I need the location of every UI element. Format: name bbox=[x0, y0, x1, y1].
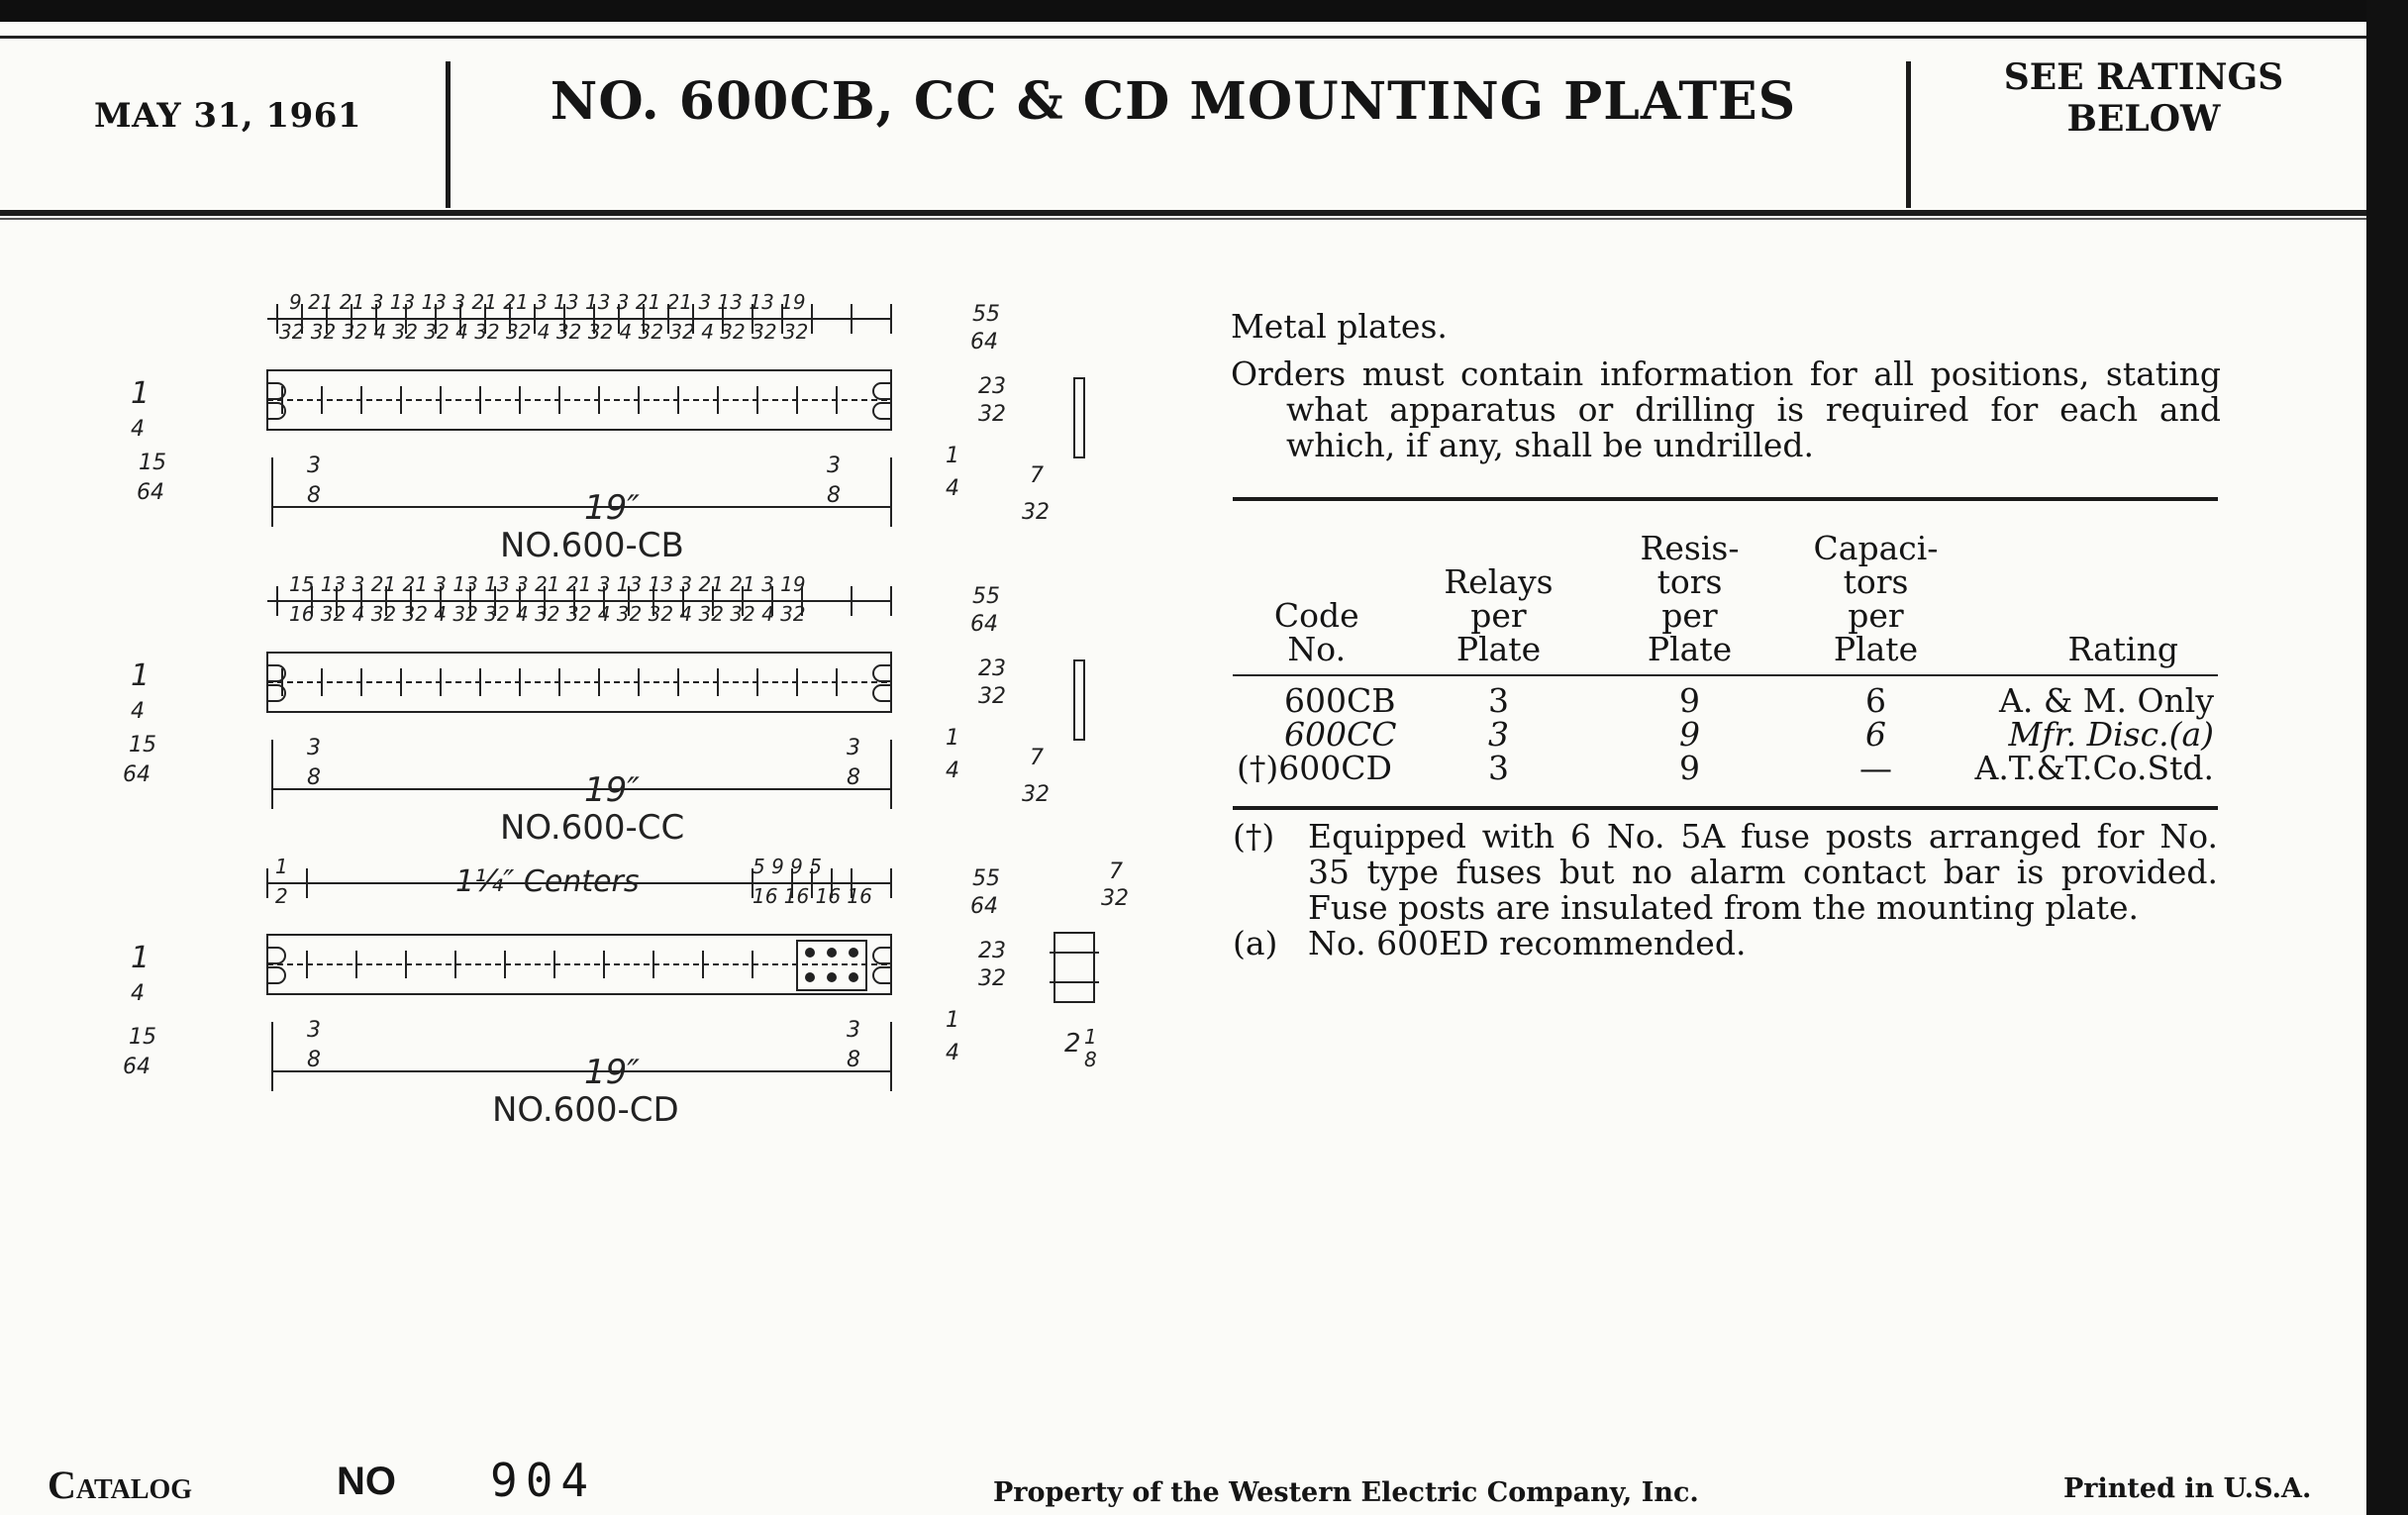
mounting-plate-drawings bbox=[99, 259, 1188, 1151]
cd-centers: 1¼″ Centers bbox=[455, 864, 640, 899]
svg-text:7: 7 bbox=[1030, 746, 1044, 770]
svg-text:23: 23 bbox=[978, 939, 1006, 963]
svg-text:4: 4 bbox=[946, 476, 959, 501]
svg-text:4: 4 bbox=[131, 699, 145, 724]
svg-text:8: 8 bbox=[307, 765, 321, 790]
footer-catalog-number: 904 bbox=[490, 1454, 597, 1507]
svg-text:4: 4 bbox=[131, 981, 145, 1006]
footnote-dagger: (†) Equipped with 6 No. 5A fuse posts arranged for No. 35 type fuses but no alarm contact bar is provided. Fuse posts are insulated from the mounting plate. bbox=[1233, 817, 2218, 927]
svg-text:15: 15 bbox=[129, 1025, 156, 1050]
footnotes bbox=[1233, 819, 2218, 961]
drawing-600cb bbox=[131, 290, 1084, 565]
footer-property: Property of the Western Electric Company, Inc. bbox=[993, 1477, 1699, 1508]
svg-text:4: 4 bbox=[946, 1041, 959, 1065]
svg-text:32: 32 bbox=[978, 966, 1006, 991]
table-header-row bbox=[1233, 532, 2218, 675]
ratings-line-2: BELOW bbox=[2066, 98, 2221, 140]
svg-text:7: 7 bbox=[1030, 463, 1044, 488]
svg-text:1: 1 bbox=[946, 726, 959, 751]
th-resistors: Resis- tors per Plate bbox=[1640, 529, 1740, 668]
svg-text:2: 2 bbox=[275, 884, 288, 908]
svg-text:55: 55 bbox=[972, 584, 1000, 609]
header-date: MAY 31, 1961 bbox=[94, 96, 362, 136]
svg-text:32: 32 bbox=[1022, 782, 1050, 807]
cell-code: 600CC bbox=[1284, 715, 1397, 754]
cell-code: 600CB bbox=[1284, 681, 1396, 720]
svg-text:23: 23 bbox=[978, 656, 1006, 681]
footer-no: NO bbox=[337, 1460, 396, 1503]
table-row bbox=[1233, 718, 2218, 752]
cell-rating: A.T.&T.Co.Std. bbox=[1974, 749, 2214, 787]
svg-text:8: 8 bbox=[827, 483, 841, 508]
svg-text:3: 3 bbox=[307, 736, 321, 760]
svg-text:8: 8 bbox=[307, 483, 321, 508]
table-top-rule bbox=[1233, 497, 2218, 501]
svg-text:32: 32 bbox=[978, 684, 1006, 709]
drawing-600cc bbox=[123, 572, 1084, 848]
svg-text:55: 55 bbox=[972, 866, 1000, 891]
svg-text:64: 64 bbox=[123, 1055, 150, 1079]
cell-rating: Mfr. Disc.(a) bbox=[2008, 715, 2214, 754]
th-capacitors: Capaci- tors per Plate bbox=[1813, 529, 1939, 668]
svg-text:4: 4 bbox=[131, 417, 145, 442]
header-top-rule bbox=[0, 36, 2366, 39]
svg-text:32: 32 bbox=[978, 402, 1006, 427]
cell-code: (†)600CD bbox=[1237, 749, 1392, 787]
description-metal-plates: Metal plates. bbox=[1231, 307, 1448, 346]
header-ratings-note bbox=[1911, 56, 2376, 140]
svg-text:15: 15 bbox=[139, 451, 166, 475]
svg-text:5 9 9 5: 5 9 9 5 bbox=[752, 855, 822, 878]
cell-capacitors: — bbox=[1859, 749, 1892, 787]
label-600cb: NO.600-CB bbox=[500, 526, 684, 565]
svg-text:1: 1 bbox=[131, 941, 150, 975]
spec-table bbox=[1233, 529, 2218, 787]
svg-text:9 21 21 3 13 13 3 21 21 3 1: 9 21 21 3 13 13 3 21 21 3 13 13 3 21 21 3 13 13 19 bbox=[289, 290, 806, 314]
svg-text:8: 8 bbox=[307, 1048, 321, 1072]
cell-relays: 3 bbox=[1488, 681, 1509, 720]
svg-text:8: 8 bbox=[847, 1048, 860, 1072]
cell-capacitors: 6 bbox=[1865, 681, 1886, 720]
svg-text:15 13 3 21 21 3 13 13 3 21: 15 13 3 21 21 3 13 13 3 21 21 3 13 13 3 21 21 3 19 bbox=[289, 572, 806, 596]
description-orders-text: Orders must contain information for all positions, stating what apparatus or drilling is required for each and which, if any, shall be undrilled. bbox=[1231, 354, 2221, 464]
table-row bbox=[1233, 752, 2218, 785]
svg-text:16 32 4 32 32 4 32 32 4 32: 16 32 4 32 32 4 32 32 4 32 32 4 32 32 4 32 32 4 32 bbox=[289, 602, 806, 626]
th-code: Code No. bbox=[1273, 596, 1359, 668]
footer-printed: Printed in U.S.A. bbox=[2063, 1473, 2312, 1504]
cc-length-dim: 19″ bbox=[584, 770, 640, 810]
th-rating: Rating bbox=[2067, 630, 2178, 668]
svg-text:3: 3 bbox=[847, 736, 860, 760]
svg-text:8: 8 bbox=[847, 765, 860, 790]
svg-text:32 32 32 4 32 32 4 32 32 4 3: 32 32 32 4 32 32 4 32 32 4 32 32 4 32 32 4 32 32 32 bbox=[279, 320, 809, 344]
svg-text:7: 7 bbox=[1109, 859, 1123, 884]
footnote-a: (a) No. 600ED recommended. bbox=[1233, 924, 1747, 962]
th-relays: Relays per Plate bbox=[1444, 562, 1554, 668]
svg-text:4: 4 bbox=[946, 758, 959, 783]
header-bottom-rule-thin bbox=[0, 218, 2366, 220]
svg-text:3: 3 bbox=[827, 454, 841, 478]
cd-length-dim: 19″ bbox=[584, 1053, 640, 1092]
page-title: NO. 600CB, CC & CD MOUNTING PLATES bbox=[550, 71, 1797, 132]
svg-text:3: 3 bbox=[307, 454, 321, 478]
svg-text:1: 1 bbox=[275, 855, 288, 878]
svg-text:16 16 16 16: 16 16 16 16 bbox=[752, 884, 872, 908]
card-edge bbox=[2366, 0, 2408, 1515]
svg-text:3: 3 bbox=[847, 1018, 860, 1043]
cell-resistors: 9 bbox=[1679, 715, 1700, 754]
svg-text:2: 2 bbox=[1064, 1029, 1081, 1059]
cell-relays: 3 bbox=[1488, 715, 1509, 754]
svg-text:1: 1 bbox=[131, 658, 150, 693]
drawing-600cd bbox=[123, 855, 1129, 1130]
svg-text:1: 1 bbox=[946, 444, 959, 468]
svg-text:64: 64 bbox=[970, 330, 998, 354]
svg-text:1: 1 bbox=[946, 1008, 959, 1033]
cell-resistors: 9 bbox=[1679, 681, 1700, 720]
label-600cc: NO.600-CC bbox=[500, 808, 685, 848]
svg-text:32: 32 bbox=[1022, 500, 1050, 525]
svg-text:3: 3 bbox=[307, 1018, 321, 1043]
description-orders bbox=[1231, 356, 2221, 463]
svg-text:1: 1 bbox=[131, 376, 150, 411]
cb-length-dim: 19″ bbox=[584, 488, 640, 528]
svg-text:15: 15 bbox=[129, 733, 156, 758]
ratings-line-1: SEE RATINGS bbox=[2003, 56, 2284, 98]
svg-text:64: 64 bbox=[123, 762, 150, 787]
svg-text:55: 55 bbox=[972, 302, 1000, 327]
svg-text:64: 64 bbox=[970, 894, 998, 919]
cell-rating: A. & M. Only bbox=[1999, 681, 2214, 720]
table-row bbox=[1233, 684, 2218, 718]
svg-text:64: 64 bbox=[137, 480, 164, 505]
footer-catalog: Catalog bbox=[48, 1463, 193, 1507]
cell-capacitors: 6 bbox=[1865, 715, 1886, 754]
table-bottom-rule bbox=[1233, 806, 2218, 810]
svg-text:64: 64 bbox=[970, 612, 998, 637]
svg-text:1: 1 bbox=[1084, 1025, 1097, 1049]
catalog-card bbox=[0, 22, 2366, 1515]
cell-relays: 3 bbox=[1488, 749, 1509, 787]
cell-resistors: 9 bbox=[1679, 749, 1700, 787]
header-bottom-rule bbox=[0, 210, 2366, 216]
label-600cd: NO.600-CD bbox=[492, 1090, 679, 1130]
svg-text:23: 23 bbox=[978, 374, 1006, 399]
svg-text:32: 32 bbox=[1101, 886, 1129, 911]
svg-text:8: 8 bbox=[1084, 1048, 1097, 1071]
